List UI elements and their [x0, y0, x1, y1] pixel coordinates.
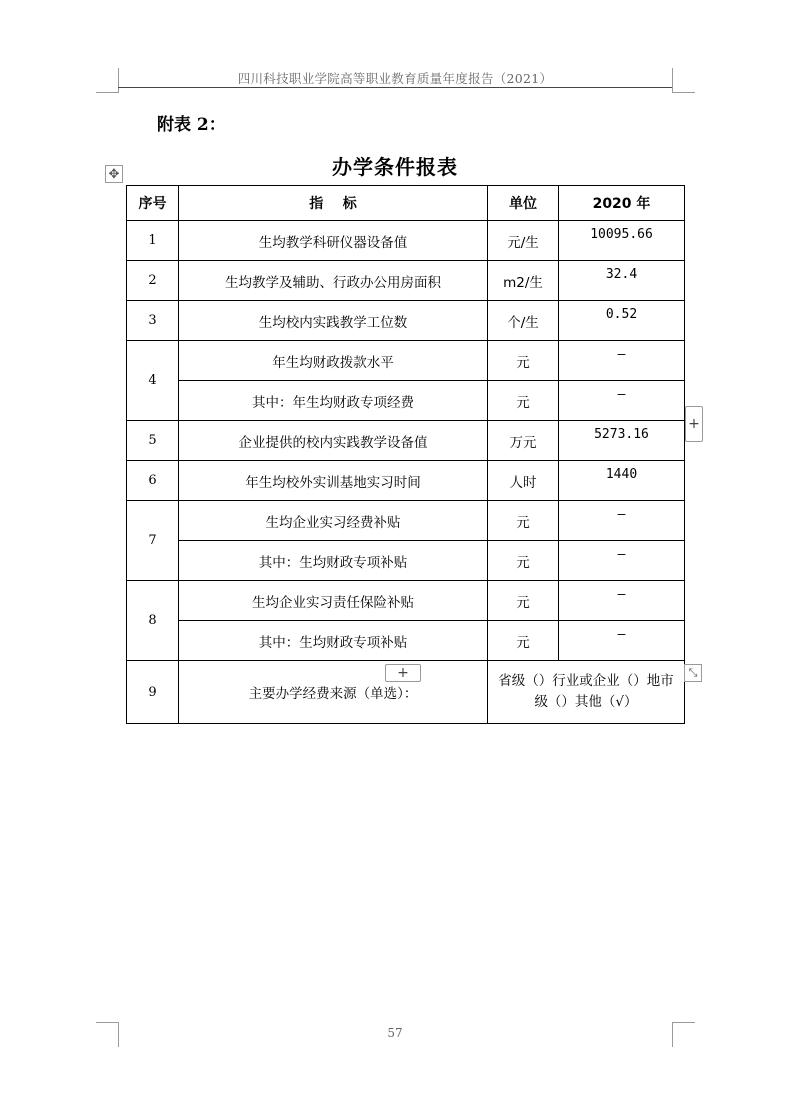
funding-source-options[interactable]: 省级（）行业或企业（）地市级（）其他（√）	[488, 661, 685, 724]
header-rule	[118, 87, 672, 88]
table-row	[127, 261, 685, 301]
row-metric[interactable]: 其中：生均财政专项补贴	[179, 621, 488, 661]
row-unit[interactable]: 元	[488, 381, 559, 421]
document-title: 办学条件报表	[332, 155, 458, 179]
row-metric[interactable]: 生均教学及辅助、行政办公用房面积	[179, 261, 488, 301]
row-value[interactable]: —	[559, 341, 685, 381]
row-metric[interactable]: 企业提供的校内实践教学设备值	[179, 421, 488, 461]
row-index[interactable]: 7	[127, 501, 179, 581]
row-metric[interactable]: 年生均校外实训基地实习时间	[179, 461, 488, 501]
row-unit[interactable]: 元	[488, 541, 559, 581]
row-index[interactable]: 4	[127, 341, 179, 421]
table-resize-icon[interactable]: ⤡	[684, 664, 702, 682]
row-unit[interactable]: 人时	[488, 461, 559, 501]
row-value[interactable]: 5273.16	[559, 421, 685, 461]
header-metric[interactable]	[179, 186, 488, 221]
row-unit[interactable]: 元/生	[488, 221, 559, 261]
row-metric[interactable]: 其中：生均财政专项补贴	[179, 541, 488, 581]
row-value[interactable]: 32.4	[559, 261, 685, 301]
table-row	[127, 341, 685, 381]
page-header: 四川科技职业学院高等职业教育质量年度报告（2021）	[237, 71, 553, 86]
table-row	[127, 501, 685, 541]
row-unit[interactable]: 元	[488, 341, 559, 381]
table-row	[127, 541, 685, 581]
row-metric[interactable]: 年生均财政拨款水平	[179, 341, 488, 381]
row-value[interactable]: 10095.66	[559, 221, 685, 261]
row-index[interactable]: 8	[127, 581, 179, 661]
page-number: 57	[387, 1026, 403, 1040]
row-metric[interactable]: 生均教学科研仪器设备值	[179, 221, 488, 261]
header-year[interactable]: 2020 年	[559, 186, 685, 221]
table-row	[127, 421, 685, 461]
crop-mark-top-right	[672, 68, 695, 93]
header-index[interactable]: 序号	[127, 186, 179, 221]
row-unit[interactable]: m2/生	[488, 261, 559, 301]
row-unit[interactable]: 万元	[488, 421, 559, 461]
row-metric[interactable]: 生均校内实践教学工位数	[179, 301, 488, 341]
row-metric[interactable]: 主要办学经费来源（单选）：	[179, 661, 488, 724]
table-row	[127, 461, 685, 501]
appendix-label: 附表 2：	[157, 115, 226, 135]
row-value[interactable]: 1440	[559, 461, 685, 501]
row-index[interactable]: 2	[127, 261, 179, 301]
row-metric[interactable]: 其中：年生均财政专项经费	[179, 381, 488, 421]
table-row	[127, 581, 685, 621]
row-unit[interactable]: 个/生	[488, 301, 559, 341]
row-index[interactable]: 3	[127, 301, 179, 341]
row-value[interactable]: —	[559, 581, 685, 621]
header-unit[interactable]: 单位	[488, 186, 559, 221]
row-index[interactable]: 6	[127, 461, 179, 501]
table-header-row	[127, 186, 685, 221]
add-row-button[interactable]: +	[385, 664, 421, 682]
row-metric[interactable]: 生均企业实习经费补贴	[179, 501, 488, 541]
table-row	[127, 621, 685, 661]
table-row	[127, 381, 685, 421]
table-move-icon[interactable]: ✥	[105, 165, 123, 183]
conditions-table	[126, 185, 685, 724]
table-row	[127, 301, 685, 341]
row-metric[interactable]: 生均企业实习责任保险补贴	[179, 581, 488, 621]
header-metric-text: 指 标	[309, 196, 357, 212]
row-index[interactable]: 5	[127, 421, 179, 461]
row-index[interactable]: 9	[127, 661, 179, 724]
row-value[interactable]: 0.52	[559, 301, 685, 341]
row-value[interactable]: —	[559, 621, 685, 661]
row-unit[interactable]: 元	[488, 621, 559, 661]
row-unit[interactable]: 元	[488, 581, 559, 621]
row-index[interactable]: 1	[127, 221, 179, 261]
row-value[interactable]: —	[559, 541, 685, 581]
table-row	[127, 221, 685, 261]
crop-mark-top-left	[96, 68, 119, 93]
row-value[interactable]: —	[559, 501, 685, 541]
add-column-button[interactable]: +	[685, 406, 703, 442]
row-value[interactable]: —	[559, 381, 685, 421]
row-unit[interactable]: 元	[488, 501, 559, 541]
